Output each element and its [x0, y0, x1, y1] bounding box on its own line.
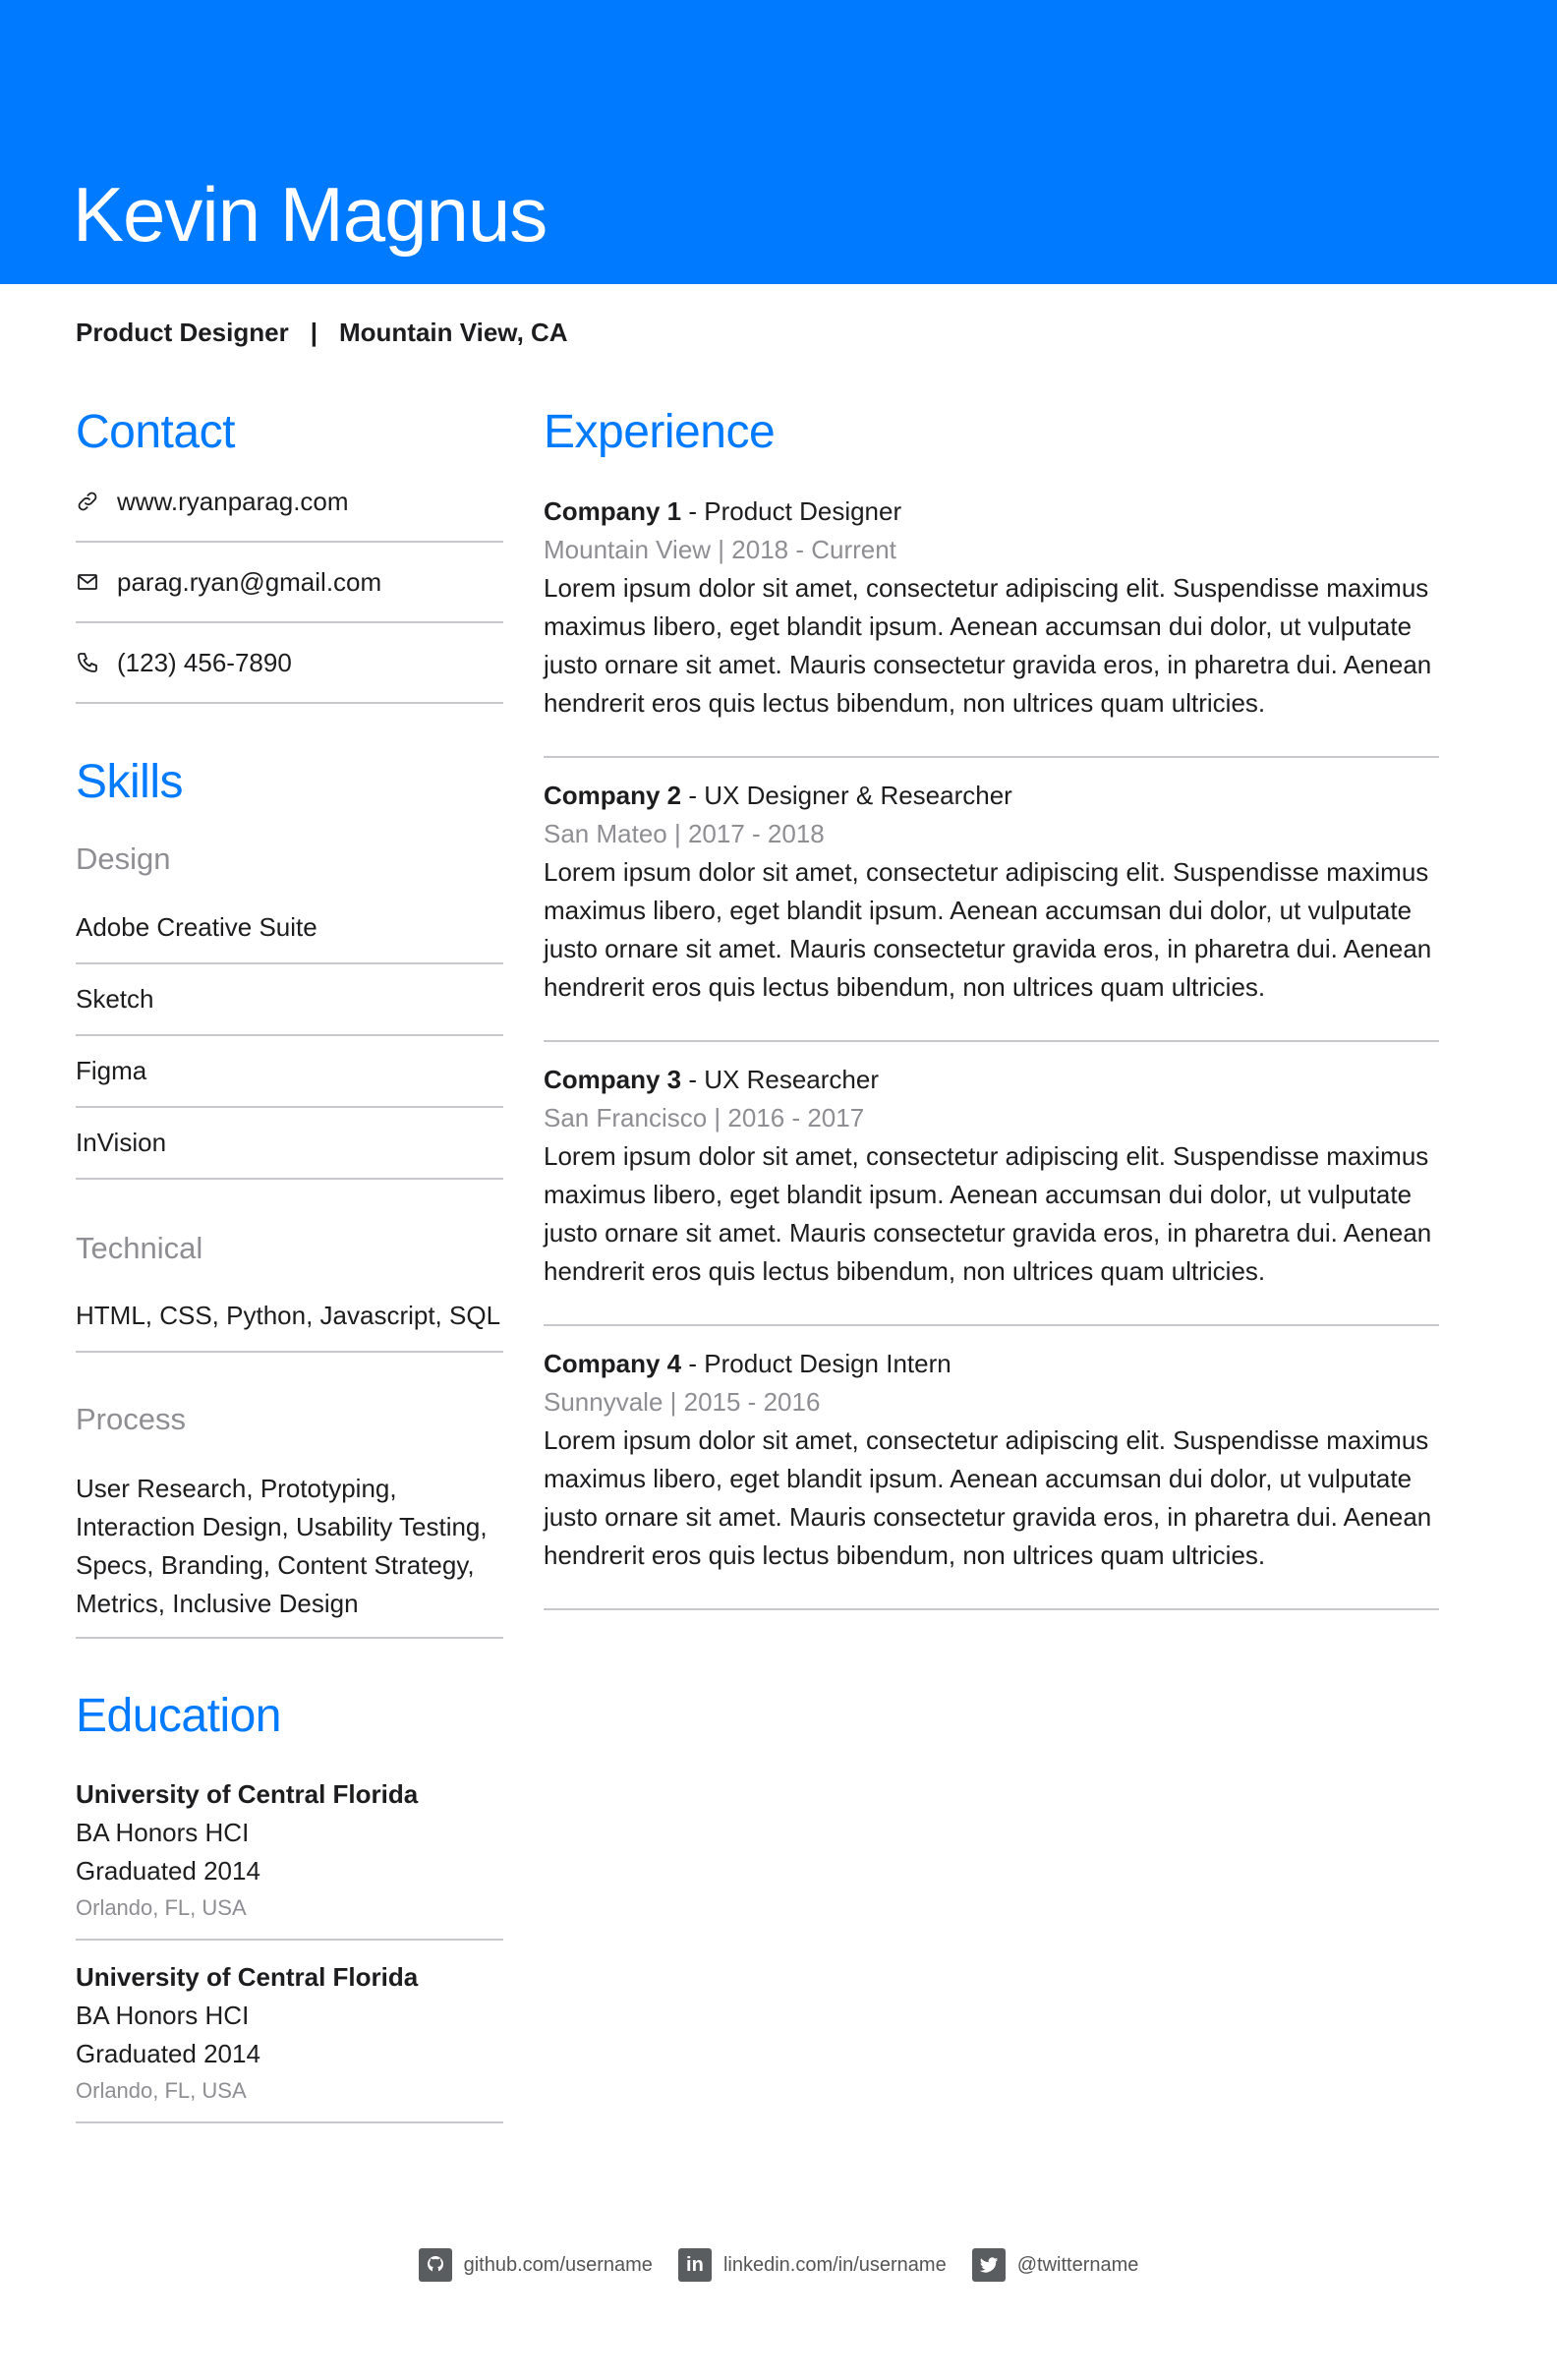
graduation: Graduated 2014 [76, 2039, 260, 2068]
twitter-text[interactable]: @twittername [1016, 2253, 1139, 2276]
design-skill-list [76, 893, 503, 1180]
education-heading: Education [76, 1690, 281, 1742]
contact-website[interactable] [76, 462, 503, 543]
link-icon [76, 490, 99, 513]
skill-item: Sketch [76, 964, 503, 1036]
school-location: Orlando, FL, USA [76, 2078, 247, 2103]
skill-item: InVision [76, 1108, 503, 1180]
job-entry [544, 1345, 1439, 1610]
job-title: - Product Design Intern [681, 1349, 952, 1378]
twitter-icon [972, 2248, 1006, 2282]
job-description: Lorem ipsum dolor sit amet, consectetur adipiscing elit. Suspendisse maximus maximus libero, eget blandit ipsum. Aenean accumsan dui dolor, ut vulputate justo ornare sit amet. Mauris consectetur gravida eros, in pharetra dui. Aenean hendrerit eros quis lectus bibendum, non ultrices quam ultricies. [544, 857, 1432, 1002]
job-meta: Mountain View | 2018 - Current [544, 535, 896, 564]
process-skills: User Research, Prototyping, Interaction Design, Usability Testing, Specs, Branding, Content Strategy, Metrics, Inclusive Design [76, 1470, 503, 1639]
location: Mountain View, CA [339, 318, 568, 347]
skill-item: Figma [76, 1036, 503, 1108]
experience-heading: Experience [544, 406, 776, 458]
contact-email[interactable] [76, 543, 503, 623]
contact-phone[interactable] [76, 623, 503, 704]
linkedin-link[interactable] [678, 2248, 947, 2282]
linkedin-text[interactable]: linkedin.com/in/username [722, 2253, 947, 2276]
left-column [76, 403, 503, 2123]
header-banner [0, 0, 1557, 284]
right-column [544, 403, 1439, 1610]
linkedin-icon: in [678, 2248, 712, 2282]
github-link[interactable] [419, 2248, 653, 2282]
job-entry [544, 777, 1439, 1042]
skills-heading: Skills [76, 756, 184, 808]
mail-icon [76, 570, 99, 594]
email-text[interactable]: parag.ryan@gmail.com [117, 566, 382, 597]
degree: BA Honors HCI [76, 1818, 250, 1847]
job-description: Lorem ipsum dolor sit amet, consectetur adipiscing elit. Suspendisse maximus maximus libero, eget blandit ipsum. Aenean accumsan dui dolor, ut vulputate justo ornare sit amet. Mauris consectetur gravida eros, in pharetra dui. Aenean hendrerit eros quis lectus bibendum, non ultrices quam ultricies. [544, 1425, 1432, 1570]
job-meta: San Francisco | 2016 - 2017 [544, 1103, 865, 1132]
phone-icon [76, 651, 99, 674]
education-item [76, 1958, 503, 2123]
job-role: Product Designer [76, 318, 289, 347]
company-name: Company 1 [544, 496, 682, 526]
twitter-link[interactable] [972, 2248, 1139, 2282]
process-subheading: Process [76, 1402, 186, 1436]
job-description: Lorem ipsum dolor sit amet, consectetur adipiscing elit. Suspendisse maximus maximus libero, eget blandit ipsum. Aenean accumsan dui dolor, ut vulputate justo ornare sit amet. Mauris consectetur gravida eros, in pharetra dui. Aenean hendrerit eros quis lectus bibendum, non ultrices quam ultricies. [544, 1141, 1432, 1286]
job-title: - UX Researcher [681, 1065, 879, 1094]
website-text[interactable]: www.ryanparag.com [117, 486, 349, 516]
footer-social-links [0, 2248, 1557, 2282]
company-name: Company 3 [544, 1065, 682, 1094]
job-title: - Product Designer [681, 496, 902, 526]
job-entry [544, 493, 1439, 758]
job-entry [544, 1061, 1439, 1326]
separator: | [310, 318, 317, 347]
technical-skills: HTML, CSS, Python, Javascript, SQL [76, 1297, 503, 1353]
github-icon [419, 2248, 452, 2282]
subtitle [76, 313, 568, 352]
school-name: University of Central Florida [76, 1779, 419, 1809]
job-title: - UX Designer & Researcher [681, 781, 1012, 810]
github-text[interactable]: github.com/username [463, 2253, 653, 2276]
company-name: Company 4 [544, 1349, 682, 1378]
contact-heading: Contact [76, 406, 235, 458]
school-name: University of Central Florida [76, 1962, 419, 1992]
school-location: Orlando, FL, USA [76, 1895, 247, 1920]
skill-item: Adobe Creative Suite [76, 893, 503, 964]
design-subheading: Design [76, 842, 171, 876]
technical-subheading: Technical [76, 1231, 203, 1265]
company-name: Company 2 [544, 781, 682, 810]
degree: BA Honors HCI [76, 2001, 250, 2030]
graduation: Graduated 2014 [76, 1856, 260, 1886]
job-meta: Sunnyvale | 2015 - 2016 [544, 1387, 821, 1417]
job-meta: San Mateo | 2017 - 2018 [544, 819, 825, 848]
education-item [76, 1775, 503, 1941]
job-description: Lorem ipsum dolor sit amet, consectetur adipiscing elit. Suspendisse maximus maximus libero, eget blandit ipsum. Aenean accumsan dui dolor, ut vulputate justo ornare sit amet. Mauris consectetur gravida eros, in pharetra dui. Aenean hendrerit eros quis lectus bibendum, non ultrices quam ultricies. [544, 573, 1432, 718]
person-name: Kevin Magnus [73, 171, 548, 258]
phone-text[interactable]: (123) 456-7890 [117, 647, 292, 677]
